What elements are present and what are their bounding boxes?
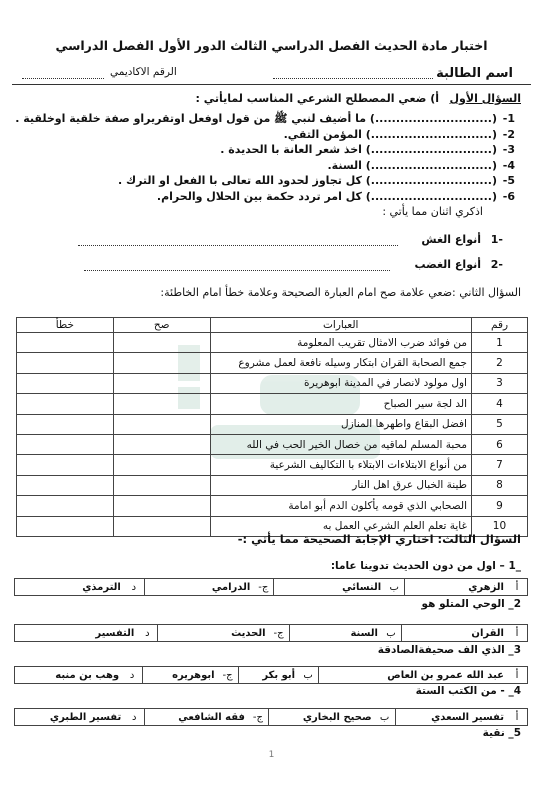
wrong-answer-cell[interactable] <box>17 455 114 475</box>
q1-list-item-1-num: -1 <box>490 233 503 246</box>
option-letter: ج- <box>218 667 239 684</box>
option-letter: د <box>137 625 158 642</box>
row-statement: اول مولود لانصار في المدينة ابوهريرة <box>210 373 471 393</box>
option-letter: د <box>122 667 143 684</box>
q1-item-2-num: 2- <box>502 128 515 141</box>
row-number: 7 <box>471 455 527 475</box>
table-header-row <box>17 318 528 333</box>
option-letter: أ <box>507 579 528 596</box>
row-number: 5 <box>471 414 527 434</box>
wrong-answer-cell[interactable] <box>17 353 114 373</box>
option-letter: د <box>124 709 145 726</box>
option-choice[interactable]: القران <box>401 625 507 642</box>
true-false-table <box>16 317 528 537</box>
option-choice[interactable]: الحديث <box>158 625 269 642</box>
q1-sub-b: اذكري اثنان مما يأتي : <box>382 205 483 218</box>
q1-list-item-1-text: أنواع الغش <box>421 233 481 246</box>
option-letter: ب <box>384 579 405 596</box>
option-letter: ب <box>375 709 396 726</box>
option-choice[interactable]: صحيح البخاري <box>268 709 374 726</box>
q3-question-1-options <box>14 578 528 596</box>
q1-item-5-num: 5- <box>502 174 515 187</box>
student-name-label: اسم الطالبة <box>436 66 513 81</box>
wrong-answer-cell[interactable] <box>17 333 114 353</box>
right-answer-cell[interactable] <box>113 475 210 495</box>
option-letter: أ <box>507 709 528 726</box>
right-answer-cell[interactable] <box>113 434 210 454</box>
q1-instruction: أ) ضعي المصطلح الشرعي المناسب لمايأتي : <box>195 92 439 105</box>
row-number: 6 <box>471 434 527 454</box>
row-number: 4 <box>471 394 527 414</box>
q1-list-item-2-num: -2 <box>490 258 503 271</box>
table-row <box>17 496 528 516</box>
q1-item-4-text[interactable]: (.............................) السنة. <box>327 159 497 172</box>
option-choice[interactable]: وهب بن منبه <box>15 667 123 684</box>
option-choice[interactable]: ابوهريره <box>143 667 218 684</box>
option-choice[interactable]: عبد الله عمرو بن العاص <box>319 667 507 684</box>
row-number: 9 <box>471 496 527 516</box>
q3-question-5-label: 5_ نقية <box>482 727 521 739</box>
row-statement: طينة الخبال عرق اهل النار <box>210 475 471 495</box>
wrong-answer-cell[interactable] <box>17 496 114 516</box>
header-num: رقم <box>471 318 527 333</box>
right-answer-cell[interactable] <box>113 516 210 536</box>
page-number: 1 <box>268 750 275 760</box>
q2-heading: السؤال الثاني :ضعي علامة صح امام العبارة الصحيحة وعلامة خطأ امام الخاطئة: <box>160 286 521 299</box>
q1-list-item-1-blank[interactable] <box>78 235 398 246</box>
row-number: 2 <box>471 353 527 373</box>
wrong-answer-cell[interactable] <box>17 414 114 434</box>
option-letter: أ <box>507 625 528 642</box>
q1-item-5-text[interactable]: (.............................) كل تجاوز لحدود الله تعالى با الفعل او الترك . <box>117 174 497 187</box>
option-letter: ج- <box>248 709 269 726</box>
wrong-answer-cell[interactable] <box>17 434 114 454</box>
row-statement: جمع الصحابة القران ابتكار وسيله نافعة لعمل مشروع <box>210 353 471 373</box>
q3-question-1-label: _1 – اول من دون الحديث تدوينا عاما: <box>330 560 521 572</box>
header-right: صح <box>113 318 210 333</box>
option-choice[interactable]: تفسير السعدي <box>395 709 507 726</box>
q1-heading: السؤال الأول <box>449 92 521 105</box>
row-statement: الصحابي الذي قومه يأكلون الدم أبو امامة <box>210 496 471 516</box>
table-row <box>17 475 528 495</box>
row-statement: افضل البقاع واطهرها المنازل <box>210 414 471 434</box>
q1-list-item-2-text: أنواع الغضب <box>414 258 481 271</box>
table-row <box>17 414 528 434</box>
table-row <box>17 333 528 353</box>
wrong-answer-cell[interactable] <box>17 394 114 414</box>
right-answer-cell[interactable] <box>113 455 210 475</box>
exam-title: اختبار مادة الحديث الفصل الدراسي الثالث الدور الأول الفصل الدراسي <box>55 38 488 53</box>
option-letter: ب <box>381 625 402 642</box>
wrong-answer-cell[interactable] <box>17 373 114 393</box>
row-number: 1 <box>471 333 527 353</box>
academic-number-blank[interactable] <box>22 68 104 79</box>
right-answer-cell[interactable] <box>113 414 210 434</box>
table-row <box>17 455 528 475</box>
q3-question-4-label: 4_ - من الكتب الستة <box>415 685 521 697</box>
right-answer-cell[interactable] <box>113 394 210 414</box>
q1-item-6-num: 6- <box>502 190 515 203</box>
row-number: 3 <box>471 373 527 393</box>
table-row <box>17 373 528 393</box>
q1-item-2-text[interactable]: (.............................) المؤمن التقي. <box>283 128 497 141</box>
student-name-blank[interactable] <box>273 68 433 79</box>
header-wrong: خطأ <box>17 318 114 333</box>
table-row <box>17 434 528 454</box>
table-row <box>17 353 528 373</box>
right-answer-cell[interactable] <box>113 496 210 516</box>
option-choice[interactable]: التفسير <box>15 625 138 642</box>
option-choice[interactable]: تفسير الطبري <box>15 709 125 726</box>
q3-question-3-options <box>14 666 528 684</box>
right-answer-cell[interactable] <box>113 373 210 393</box>
wrong-answer-cell[interactable] <box>17 475 114 495</box>
header-divider <box>12 84 531 85</box>
right-answer-cell[interactable] <box>113 353 210 373</box>
option-choice[interactable]: الترمذي <box>15 579 124 596</box>
table-row <box>17 394 528 414</box>
row-statement: غاية تعلم العلم الشرعي العمل به <box>210 516 471 536</box>
row-number: 10 <box>471 516 527 536</box>
row-statement: من فوائد ضرب الامثال تقريب المعلومة <box>210 333 471 353</box>
q1-item-4-num: 4- <box>502 159 515 172</box>
academic-number-label: الرقم الاكاديمي <box>110 66 177 78</box>
option-letter: ج- <box>253 579 274 596</box>
q3-heading: السؤال الثالث: اختاري الإجابة الصحيحة مما يأتي :- <box>237 532 521 546</box>
right-answer-cell[interactable] <box>113 333 210 353</box>
q3-question-3-label: 3_ الذي الف صحيفةالصادقة <box>377 644 521 656</box>
option-letter: ج- <box>269 625 290 642</box>
option-letter: أ <box>507 667 528 684</box>
option-choice[interactable]: السنة <box>289 625 381 642</box>
option-choice[interactable]: أبو بكر <box>238 667 298 684</box>
q1-item-1-text[interactable]: (............................) ما أضيف لنبي ﷺ من قول اوفعل اوتقريراو صفة خلقية اوخلقية . <box>15 112 497 125</box>
header-statement: العبارات <box>210 318 471 333</box>
row-number: 8 <box>471 475 527 495</box>
option-choice[interactable]: الدرامي <box>144 579 253 596</box>
q3-question-2-label: 2_ الوحي المتلو هو <box>421 598 521 610</box>
option-choice[interactable]: فقه الشافعي <box>145 709 248 726</box>
option-choice[interactable]: النسائي <box>274 579 384 596</box>
q1-list-item-2-blank[interactable] <box>84 260 390 271</box>
q1-item-3-num: 3- <box>502 143 515 156</box>
row-statement: محبة المسلم لماقيه من خصال الخير الحب في الله <box>210 434 471 454</box>
option-letter: د <box>124 579 145 596</box>
q1-item-6-text[interactable]: (.............................) كل امر تردد حكمة بين الحلال والحرام. <box>156 190 497 203</box>
wrong-answer-cell[interactable] <box>17 516 114 536</box>
row-statement: من أنواع الابتلاءات الابتلاء با التكاليف الشرعية <box>210 455 471 475</box>
q3-question-4-options <box>14 708 528 726</box>
option-choice[interactable]: الزهري <box>405 579 507 596</box>
option-letter: ب <box>298 667 319 684</box>
row-statement: الد لجة سير الصباح <box>210 394 471 414</box>
q3-question-2-options <box>14 624 528 642</box>
q1-item-3-text[interactable]: (.............................) اخذ شعر العانة با الحديدة . <box>220 143 497 156</box>
q1-item-1-num: 1- <box>502 112 515 125</box>
